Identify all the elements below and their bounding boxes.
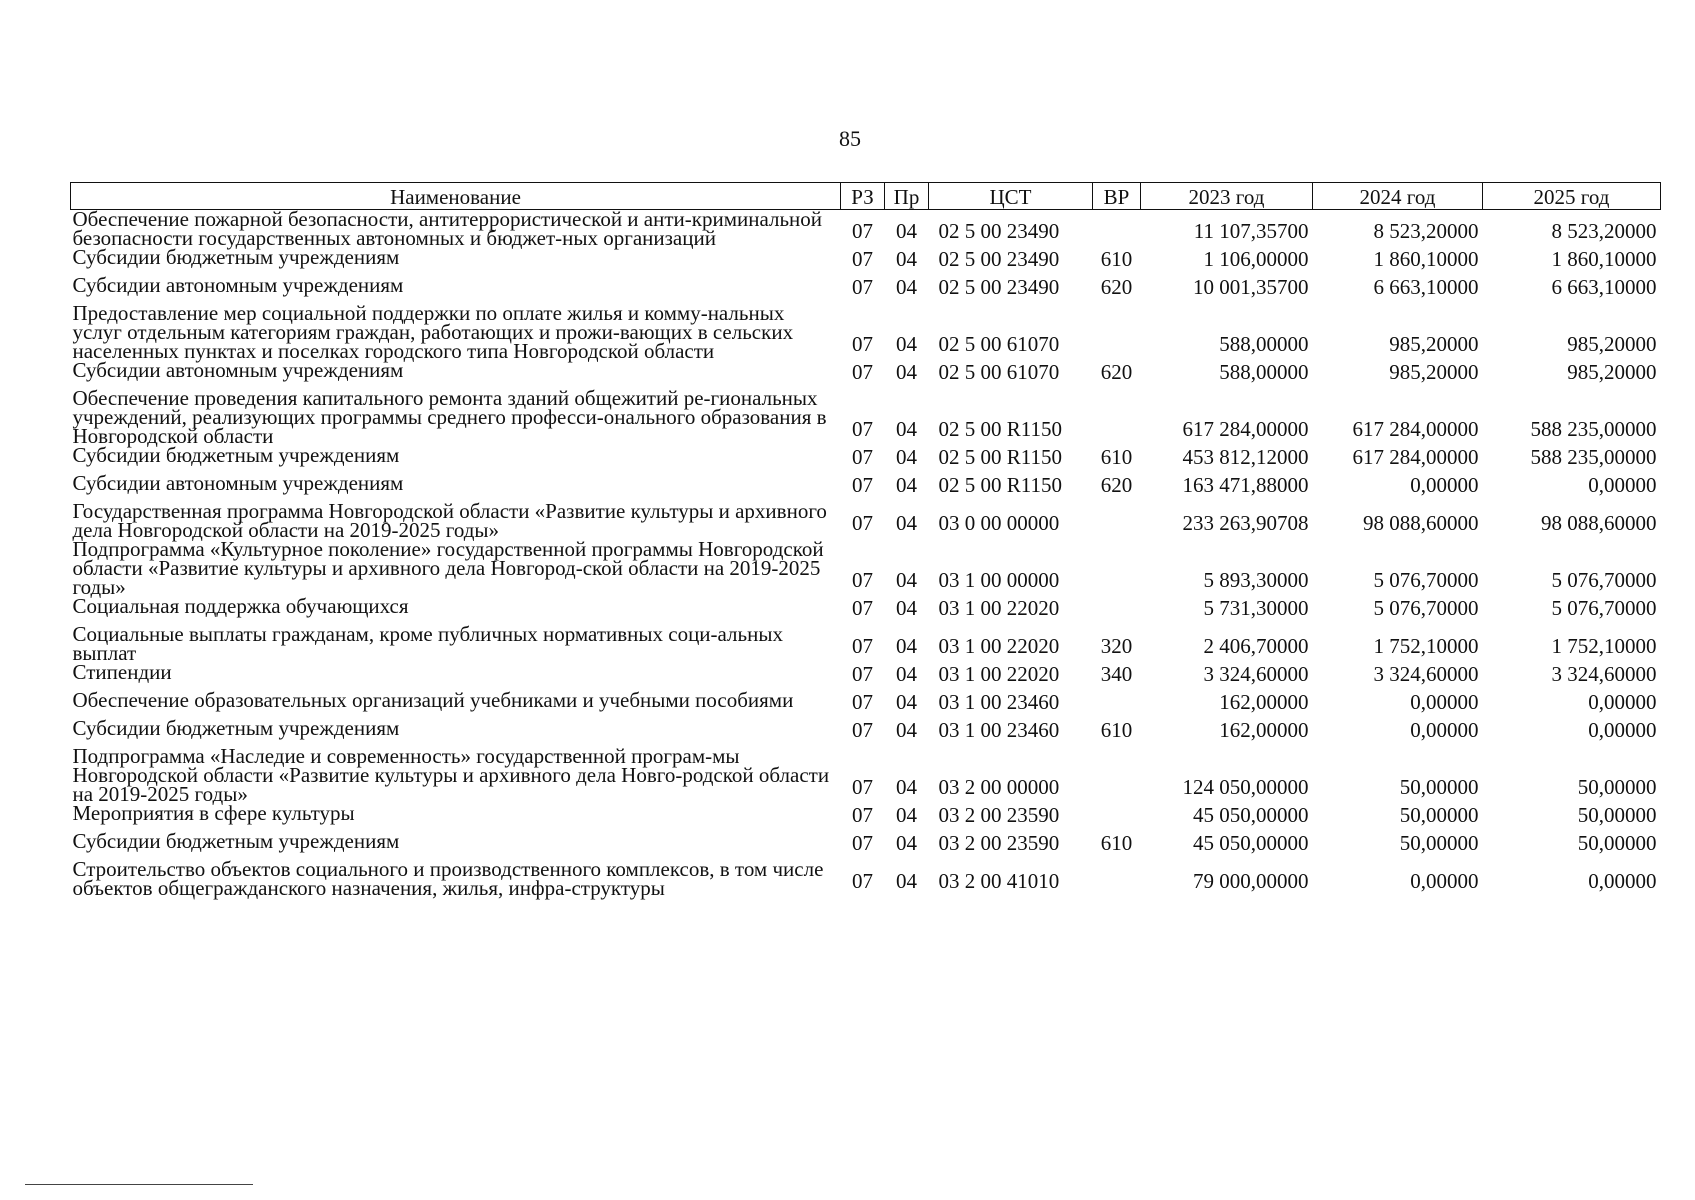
row-rz: 07 xyxy=(852,634,873,658)
row-amount-2025: 0,00000 xyxy=(1588,869,1657,893)
row-vr: 320 xyxy=(1100,634,1133,658)
row-rz: 07 xyxy=(852,417,873,441)
row-rz: 07 xyxy=(852,869,873,893)
row-cst: 02 5 00 23490 xyxy=(938,219,1060,243)
header-2023: 2023 год xyxy=(1141,183,1313,210)
row-pr: 04 xyxy=(896,831,917,855)
table-row xyxy=(71,540,1661,597)
row-cst: 02 5 00 R1150 xyxy=(938,473,1062,497)
header-cst: ЦСТ xyxy=(929,183,1093,210)
row-pr: 04 xyxy=(896,332,917,356)
row-pr: 04 xyxy=(896,690,917,714)
row-pr: 04 xyxy=(896,803,917,827)
row-vr: 610 xyxy=(1100,831,1133,855)
row-amount-2025: 3 324,60000 xyxy=(1551,662,1657,686)
row-name: Субсидии бюджетным учреждениям xyxy=(72,716,400,740)
row-rz: 07 xyxy=(852,775,873,799)
row-amount-2024: 6 663,10000 xyxy=(1373,275,1479,299)
row-name: Государственная программа Новгородской области «Развитие культуры и архивного дела Новгородской области на 2019-2025 годы» xyxy=(72,499,827,542)
row-vr xyxy=(1093,691,1141,719)
row-amount-2024: 1 860,10000 xyxy=(1373,247,1479,271)
table-row xyxy=(71,625,1661,663)
row-pr: 04 xyxy=(896,417,917,441)
row-amount-2025: 50,00000 xyxy=(1577,803,1657,827)
row-rz: 07 xyxy=(852,718,873,742)
row-name: Обеспечение проведения капитального ремонта зданий общежитий ре-гиональных учреждений, реализующих программы среднего професси-онального образования в Новгородской области xyxy=(72,386,827,448)
row-amount-2023: 45 050,00000 xyxy=(1193,831,1309,855)
table-row xyxy=(71,210,1661,249)
table-row xyxy=(71,304,1661,361)
row-name: Предоставление мер социальной поддержки по оплате жилья и комму-нальных услуг отдельным категориям граждан, работающих и прожи-вающих в сельских населенных пунктах и поселках городского типа Новгородской области xyxy=(72,301,794,363)
row-pr: 04 xyxy=(896,511,917,535)
table-row xyxy=(71,446,1661,474)
row-amount-2023: 163 471,88000 xyxy=(1182,473,1309,497)
row-amount-2024: 985,20000 xyxy=(1389,332,1479,356)
header-row xyxy=(71,183,1661,210)
row-amount-2024: 98 088,60000 xyxy=(1363,511,1479,535)
row-amount-2023: 588,00000 xyxy=(1219,332,1309,356)
row-rz: 07 xyxy=(852,219,873,243)
row-amount-2024: 1 752,10000 xyxy=(1373,634,1479,658)
row-cst: 03 2 00 41010 xyxy=(938,869,1060,893)
row-amount-2023: 5 893,30000 xyxy=(1203,568,1309,592)
row-amount-2025: 5 076,70000 xyxy=(1551,568,1657,592)
row-amount-2023: 1 106,00000 xyxy=(1203,247,1309,271)
row-rz: 07 xyxy=(852,332,873,356)
row-amount-2025: 588 235,00000 xyxy=(1530,445,1657,469)
row-pr: 04 xyxy=(896,473,917,497)
row-amount-2024: 0,00000 xyxy=(1410,718,1479,742)
row-rz: 07 xyxy=(852,803,873,827)
row-amount-2024: 0,00000 xyxy=(1410,473,1479,497)
row-amount-2025: 8 523,20000 xyxy=(1551,219,1657,243)
row-cst: 03 1 00 22020 xyxy=(938,634,1060,658)
row-amount-2023: 588,00000 xyxy=(1219,360,1309,384)
row-cst: 03 1 00 22020 xyxy=(938,596,1060,620)
row-amount-2025: 985,20000 xyxy=(1567,360,1657,384)
row-rz: 07 xyxy=(852,568,873,592)
row-vr: 610 xyxy=(1100,718,1133,742)
header-2025: 2025 год xyxy=(1483,183,1661,210)
row-name: Социальная поддержка обучающихся xyxy=(72,594,409,618)
header-name: Наименование xyxy=(71,183,841,210)
row-amount-2023: 10 001,35700 xyxy=(1193,275,1309,299)
table-row xyxy=(71,597,1661,625)
row-amount-2024: 5 076,70000 xyxy=(1373,596,1479,620)
row-amount-2024: 8 523,20000 xyxy=(1373,219,1479,243)
row-cst: 02 5 00 R1150 xyxy=(938,445,1062,469)
budget-table xyxy=(70,182,1661,898)
row-vr xyxy=(1093,502,1141,540)
footnote-divider xyxy=(25,1184,253,1185)
table-body xyxy=(71,207,1661,900)
row-amount-2023: 453 812,12000 xyxy=(1182,445,1309,469)
row-cst: 03 1 00 23460 xyxy=(938,690,1060,714)
row-amount-2025: 6 663,10000 xyxy=(1551,275,1657,299)
row-pr: 04 xyxy=(896,568,917,592)
row-vr xyxy=(1093,210,1141,249)
row-name: Обеспечение пожарной безопасности, антитеррористической и анти-криминальной безопасности государственных автономных и бюджет-ных организаций xyxy=(72,207,823,250)
row-pr: 04 xyxy=(896,275,917,299)
row-amount-2023: 11 107,35700 xyxy=(1193,219,1309,243)
row-amount-2025: 50,00000 xyxy=(1577,831,1657,855)
table-row xyxy=(71,474,1661,502)
row-vr xyxy=(1093,860,1141,898)
row-rz: 07 xyxy=(852,445,873,469)
row-amount-2024: 3 324,60000 xyxy=(1373,662,1479,686)
row-name: Субсидии автономным учреждениям xyxy=(72,471,404,495)
row-amount-2025: 588 235,00000 xyxy=(1530,417,1657,441)
row-amount-2024: 985,20000 xyxy=(1389,360,1479,384)
table-row xyxy=(71,502,1661,540)
row-pr: 04 xyxy=(896,360,917,384)
row-cst: 02 5 00 23490 xyxy=(938,247,1060,271)
row-cst: 03 1 00 00000 xyxy=(938,568,1060,592)
row-vr xyxy=(1093,540,1141,597)
table-row xyxy=(71,663,1661,691)
row-rz: 07 xyxy=(852,690,873,714)
row-vr xyxy=(1093,597,1141,625)
row-amount-2024: 50,00000 xyxy=(1399,803,1479,827)
row-vr: 620 xyxy=(1100,473,1133,497)
page-number: 85 xyxy=(839,126,861,151)
row-amount-2023: 124 050,00000 xyxy=(1182,775,1309,799)
row-amount-2023: 233 263,90708 xyxy=(1182,511,1309,535)
row-cst: 02 5 00 61070 xyxy=(938,360,1060,384)
table-row xyxy=(71,860,1661,898)
row-name: Строительство объектов социального и производственного комплексов, в том числе объектов общегражданского назначения, жилья, инфра-структуры xyxy=(72,857,824,900)
row-amount-2023: 162,00000 xyxy=(1219,718,1309,742)
row-vr xyxy=(1093,747,1141,804)
row-name: Субсидии бюджетным учреждениям xyxy=(72,245,400,269)
header-2024: 2024 год xyxy=(1313,183,1483,210)
row-pr: 04 xyxy=(896,662,917,686)
row-cst: 03 0 00 00000 xyxy=(938,511,1060,535)
row-name: Обеспечение образовательных организаций учебниками и учебными пособиями xyxy=(72,688,794,712)
row-vr: 620 xyxy=(1100,360,1133,384)
row-name: Мероприятия в сфере культуры xyxy=(72,801,355,825)
table-row xyxy=(71,691,1661,719)
row-cst: 03 1 00 22020 xyxy=(938,662,1060,686)
row-name: Социальные выплаты гражданам, кроме публичных нормативных соци-альных выплат xyxy=(72,622,783,665)
table-row xyxy=(71,248,1661,276)
row-pr: 04 xyxy=(896,596,917,620)
row-rz: 07 xyxy=(852,662,873,686)
table-row xyxy=(71,276,1661,304)
row-amount-2025: 0,00000 xyxy=(1588,690,1657,714)
row-cst: 03 2 00 23590 xyxy=(938,803,1060,827)
row-amount-2025: 1 752,10000 xyxy=(1551,634,1657,658)
row-vr: 610 xyxy=(1100,445,1133,469)
row-name: Субсидии автономным учреждениям xyxy=(72,358,404,382)
table-row xyxy=(71,747,1661,804)
row-amount-2024: 617 284,00000 xyxy=(1352,417,1479,441)
row-amount-2025: 50,00000 xyxy=(1577,775,1657,799)
row-vr: 340 xyxy=(1100,662,1133,686)
row-amount-2023: 45 050,00000 xyxy=(1193,803,1309,827)
row-vr: 610 xyxy=(1100,247,1133,271)
row-amount-2024: 617 284,00000 xyxy=(1352,445,1479,469)
row-pr: 04 xyxy=(896,775,917,799)
row-cst: 03 1 00 23460 xyxy=(938,718,1060,742)
row-amount-2024: 5 076,70000 xyxy=(1373,568,1479,592)
row-pr: 04 xyxy=(896,634,917,658)
row-amount-2024: 0,00000 xyxy=(1410,690,1479,714)
row-cst: 02 5 00 61070 xyxy=(938,332,1060,356)
row-cst: 02 5 00 23490 xyxy=(938,275,1060,299)
row-name: Субсидии бюджетным учреждениям xyxy=(72,829,400,853)
header-rz: РЗ xyxy=(841,183,885,210)
row-name: Подпрограмма «Наследие и современность» государственной програм-мы Новгородской области «Развитие культуры и архивного дела Новго-родской области на 2019-2025 годы» xyxy=(72,744,830,806)
header-vr: ВР xyxy=(1093,183,1141,210)
row-cst: 03 2 00 00000 xyxy=(938,775,1060,799)
row-amount-2023: 3 324,60000 xyxy=(1203,662,1309,686)
row-rz: 07 xyxy=(852,596,873,620)
row-amount-2023: 2 406,70000 xyxy=(1203,634,1309,658)
row-amount-2024: 0,00000 xyxy=(1410,869,1479,893)
table-row xyxy=(71,361,1661,389)
row-pr: 04 xyxy=(896,869,917,893)
row-pr: 04 xyxy=(896,219,917,243)
header-pr: Пр xyxy=(885,183,929,210)
row-vr xyxy=(1093,804,1141,832)
row-amount-2024: 50,00000 xyxy=(1399,831,1479,855)
row-cst: 02 5 00 R1150 xyxy=(938,417,1062,441)
row-name: Субсидии автономным учреждениям xyxy=(72,273,404,297)
row-amount-2025: 0,00000 xyxy=(1588,718,1657,742)
row-rz: 07 xyxy=(852,275,873,299)
row-rz: 07 xyxy=(852,360,873,384)
row-rz: 07 xyxy=(852,473,873,497)
row-pr: 04 xyxy=(896,247,917,271)
row-vr xyxy=(1093,389,1141,446)
row-vr: 620 xyxy=(1100,275,1133,299)
row-rz: 07 xyxy=(852,831,873,855)
table-row xyxy=(71,389,1661,446)
row-pr: 04 xyxy=(896,445,917,469)
row-amount-2023: 162,00000 xyxy=(1219,690,1309,714)
row-pr: 04 xyxy=(896,718,917,742)
row-amount-2025: 5 076,70000 xyxy=(1551,596,1657,620)
row-rz: 07 xyxy=(852,247,873,271)
row-amount-2023: 5 731,30000 xyxy=(1203,596,1309,620)
row-amount-2025: 0,00000 xyxy=(1588,473,1657,497)
table-row xyxy=(71,832,1661,860)
table-row xyxy=(71,804,1661,832)
row-amount-2025: 1 860,10000 xyxy=(1551,247,1657,271)
row-name: Субсидии бюджетным учреждениям xyxy=(72,443,400,467)
row-cst: 03 2 00 23590 xyxy=(938,831,1060,855)
table-row xyxy=(71,719,1661,747)
row-name: Стипендии xyxy=(72,660,172,684)
table-header xyxy=(71,183,1661,210)
row-amount-2025: 98 088,60000 xyxy=(1541,511,1657,535)
row-amount-2024: 50,00000 xyxy=(1399,775,1479,799)
row-name: Подпрограмма «Культурное поколение» государственной программы Новгородской области «Развитие культуры и архивного дела Новгород-ской области на 2019-2025 годы» xyxy=(72,537,824,599)
row-rz: 07 xyxy=(852,511,873,535)
row-vr xyxy=(1093,304,1141,361)
row-amount-2023: 617 284,00000 xyxy=(1182,417,1309,441)
row-amount-2025: 985,20000 xyxy=(1567,332,1657,356)
row-amount-2023: 79 000,00000 xyxy=(1193,869,1309,893)
